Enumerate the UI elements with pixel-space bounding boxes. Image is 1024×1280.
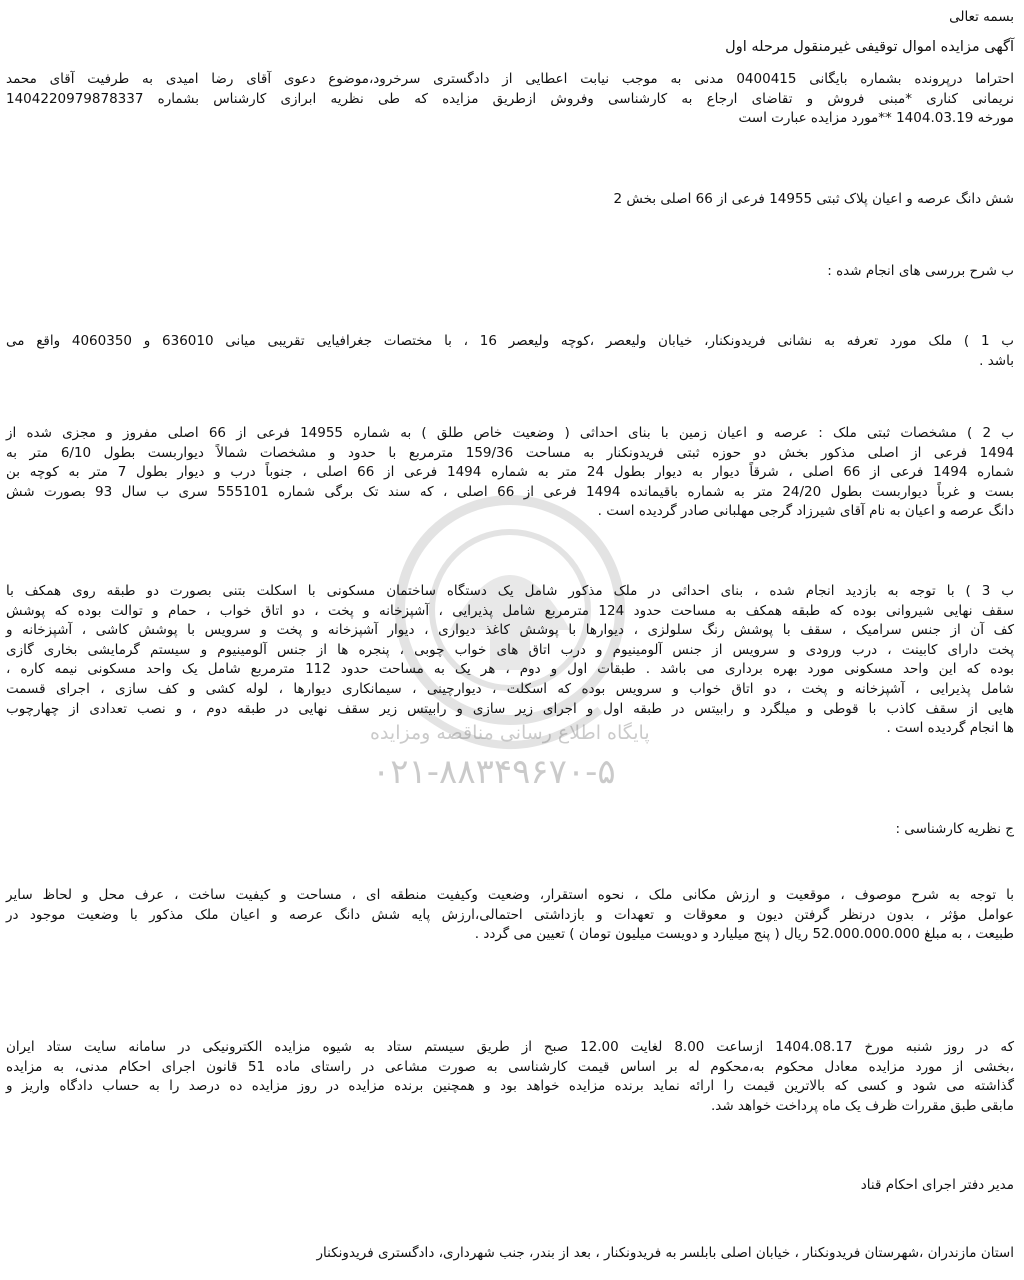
bismillah: بسمه تعالی [949,9,1014,25]
b3-line: کف آن از جنس سرامیک ، سقف با پوشش رنگ سلولزی ، دیوارها با پوشش کاغذ دیواری ، دیوار آشپزخانه و پخت و سرویس با پوشش کاشی ، آشپزخانه و [6,622,1014,639]
expert-opinion-line: طبیعت ، به مبلغ 52.000.000.000 ریال ( پنج میلیارد و دویست میلیون تومان ) تعیین می گردد . [474,926,1014,943]
b3-line: پخت دارای کابینت ، درب ورودی و سرویس از جنس آلومینیوم و درب اتاق های خواب چوبی ، پنجره ها از جنس آلومینیوم و سیستم گرمایشی بخاری گازی [6,641,1014,658]
intro-paragraph [6,70,1014,129]
b2-line: شماره 1494 فرعی از 66 اصلی ، شرقاً دیوار به دیوار بطول 24 متر به شماره 1494 فرعی از 66 اصلی ، جنوباً درب و دیوار بطول 7 متر به کوچه بن [6,464,1014,481]
b3-line: هایی از سقف کاذب با قوطی و میلگرد و رابیتس در طبقه اول و اجرای زیر سازی و رابیتس زیر سقف نهایی در طبقه دوم ، و نصب تعدادی از چهارچوب [6,700,1014,717]
watermark-phone-text: ۰۲۱-۸۸۳۴۹۶۷۰-۵ [372,752,616,792]
b2-line: ب 2 ) مشخصات ثبتی ملک : عرصه و اعیان زمین با بنای احداثی ( وضعیت خاص طلق ) به شماره 14955 فرعی از 66 اصلی مفروز و مجزی شده از [6,425,1014,441]
b1-paragraph [6,332,1014,371]
auction-details-line: ،بخشی از مورد مزایده معادل محکوم به،محکوم له بر اساس قیمت کارشناسی به صورت مشاعی در راستای ماده 51 قانون اجرای احکام مدنی، به مزایده [6,1058,1015,1075]
section-b-title: ب شرح بررسی های انجام شده : [827,263,1014,279]
b3-line: بوده که این واحد مسکونی مورد بهره برداری می باشد . طبقات اول و دوم ، هر یک به مساحت حدود 112 مترمربع شامل یک واحد مسکونی نیمه کاره ، [6,661,1014,678]
b1-line: باشد . [979,352,1014,369]
b2-paragraph [6,424,1014,522]
signature-line: مدیر دفتر اجرای احکام قناد [860,1177,1014,1193]
auction-details-line: که در روز شنبه مورخ 1404.08.17 ازساعت 8.00 لغایت 12.00 صبح از طریق سیستم ستاد به شیوه مزایده الکترونیکی در سامانه سایت ستاد ایران [6,1039,1014,1055]
b2-line: 1494 فرعی از اصلی مذکور بخش دو حوزه ثبتی فریدونکنار به مساحت 159/36 مترمربع با حدود و مشخصات شمالاً دیواربست بطول 6/10 متر به [6,444,1014,461]
expert-opinion-paragraph [6,886,1014,945]
b1-line: ب 1 ) ملک مورد تعرفه به نشانی فریدونکنار، خیابان ولیعصر ،کوچه ولیعصر 16 ، با مختصات جغرافیایی تقریبی میانی 636010 و 4060350 واقع می [6,333,1014,349]
expert-opinion-line: عوامل مؤثر ، بدون درنظر گرفتن دیون و معوقات و تعهدات و بازداشتی احتمالی،ارزش پایه شش دانگ عرصه و اعیان ملک مذکور با وضعیت موجود در [6,906,1014,923]
b3-line: شامل پذیرایی ، آشپزخانه و پخت ، دو اتاق خواب و سرویس بوده که اسکلت ، دیوارچینی ، سیمانکاری دیوارها ، لوله کشی و کف سازی ، اجرای قسمت [6,680,1014,697]
court-address: استان مازندران ،شهرستان فریدونکنار ، خیابان اصلی بابلسر به فریدونکنار ، بعد از بندر، جنب شهرداری، دادگستری فریدونکنار [316,1245,1014,1261]
intro-line: مورخه 1404.03.19 **مورد مزایده عبارت است [738,110,1014,127]
b3-line: سقف نهایی شیروانی بوده که طبقه همکف به مساحت حدود 124 مترمربع شامل پذیرایی ، آشپزخانه و پخت ، دو اتاق خواب ، حمام و توالت بوده که پوشش [6,602,1014,619]
intro-line: احتراما درپرونده بشماره بایگانی 0400415 مدنی به موجب نیابت اعطایی از دادگستری سرخرود،موضوع دعوی آقای رضا امیدی به طرفیت آقای محمد [6,71,1014,87]
b3-line: ب 3 ) با توجه به بازدید انجام شده ، بنای احداثی در ملک مذکور شامل یک دستگاه ساختمان مسکونی با اسکلت بتنی بصورت دو طبقه روی همکف با [6,583,1014,599]
expert-opinion-line: با توجه به شرح موصوف ، موقعیت و ارزش مکانی ملک ، نحوه استقرار، وضعیت وکیفیت منطقه ای ، مساحت و کیفیت ساخت ، عرف محل و لحاظ سایر [6,887,1014,903]
auction-details-line: گذاشته می شود و کسی که بالاترین قیمت را ارائه نماید برنده مزایده خواهد بود و همچنین برنده مزایده در روز مزایده ده درصد را به حساب دادگاه واریز و [6,1078,1014,1095]
b2-line: بست و غرباً دیواربست بطول 24/20 متر به شماره باقیمانده 1494 فرعی از 66 اصلی ، که سند تک برگی شماره 555101 سری ب سال 93 بصورت شش [6,483,1014,500]
watermark-site-text: پایگاه اطلاع رسانی مناقصه ومزایده [370,722,650,744]
b2-line: دانگ عرصه و اعیان به نام آقای شیرزاد گرجی مهلبانی صادر گردیده است . [597,503,1014,520]
b3-line: ها انجام گردیده است . [886,720,1014,737]
page-title: آگهی مزایده اموال توقیفی غیرمنقول مرحله اول [725,39,1014,55]
auction-subject: شش دانگ عرصه و اعیان پلاک ثبتی 14955 فرعی از 66 اصلی بخش 2 [613,191,1014,207]
b3-paragraph [6,582,1014,739]
auction-details-line: مابقی طبق مقررات ظرف یک ماه پرداخت خواهد شد. [710,1097,1014,1114]
intro-line: نریمانی کناری *مبنی فروش و تقاضای ارجاع به کارشناسی وفروش ازطریق مزایده که طی نظریه ابرازی کارشناس بشماره 1404220979878337 [6,90,1014,107]
section-c-title: ج نظریه کارشناسی : [895,821,1014,837]
auction-details-paragraph [6,1038,1014,1116]
